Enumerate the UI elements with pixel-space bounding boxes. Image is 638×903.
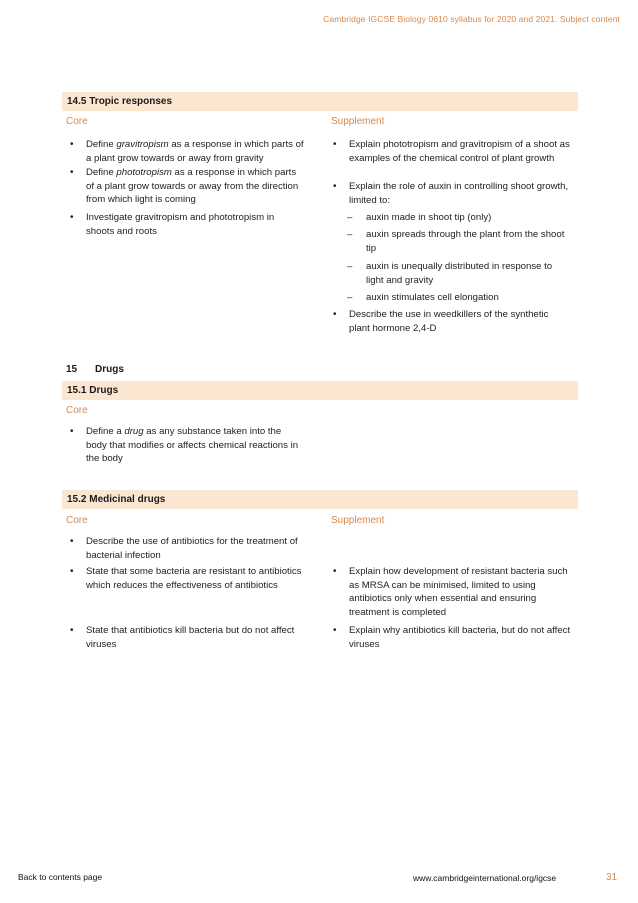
sub-list-item: – auxin spreads through the plant from the shoot tip	[347, 229, 565, 254]
list-item: • Define gravitropism as a response in which parts of a plant grow towards or away from gravity	[70, 139, 304, 164]
list-item: • State that some bacteria are resistant to antibiotics which reduces the effectiveness of antibiotics	[70, 566, 302, 591]
list-item: • Describe the use of antibiotics for the treatment of bacterial infection	[70, 536, 298, 561]
page-number: 31	[606, 872, 618, 883]
dash-icon: –	[347, 212, 353, 223]
list-item: • Explain how development of resistant bacteria such as MRSA can be minimised, limited to using antibiotics only when essential and ensuring treatment is completed	[333, 566, 568, 618]
list-item: • Define a drug as any substance taken into the body that modifies or affects chemical reactions in the body	[70, 426, 299, 464]
bullet-icon: •	[333, 625, 337, 636]
dash-icon: –	[347, 261, 353, 272]
list-item: • Investigate gravitropism and phototropism in shoots and roots	[70, 212, 275, 237]
section-14-5-heading: 14.5 Tropic responses	[62, 92, 578, 111]
core-label: Core	[66, 405, 88, 416]
bullet-icon: •	[333, 181, 337, 192]
list-item: • Define phototropism as a response in which parts of a plant grow towards or away from the direction from which light is coming	[70, 167, 299, 205]
bullet-icon: •	[333, 139, 337, 150]
list-item: • Describe the use in weedkillers of the synthetic plant hormone 2,4-D	[333, 309, 549, 334]
running-header: Cambridge IGCSE Biology 0610 syllabus for 2020 and 2021. Subject content	[323, 14, 620, 24]
sub-list-item: – auxin made in shoot tip (only)	[347, 212, 492, 223]
core-label: Core	[66, 515, 88, 526]
section-15-title: Drugs	[95, 364, 124, 375]
supplement-label: Supplement	[331, 515, 385, 526]
list-item: • Explain phototropism and gravitropism of a shoot as examples of the chemical control of plant growth	[333, 139, 570, 164]
list-item: • Explain the role of auxin in controlling shoot growth, limited to:	[333, 181, 569, 206]
supplement-label: Supplement	[331, 116, 385, 127]
bullet-icon: •	[70, 212, 74, 223]
dash-icon: –	[347, 229, 353, 240]
sub-list-item: – auxin is unequally distributed in response to light and gravity	[347, 261, 553, 286]
list-item: • Explain why antibiotics kill bacteria, but do not affect viruses	[333, 625, 571, 650]
section-15-number: 15	[66, 364, 78, 375]
bullet-icon: •	[333, 566, 337, 577]
website-link[interactable]: www.cambridgeinternational.org/igcse	[413, 873, 557, 883]
section-15-2-heading: 15.2 Medicinal drugs	[62, 490, 578, 509]
bullet-icon: •	[333, 309, 337, 320]
section-15-1-heading: 15.1 Drugs	[62, 381, 578, 400]
core-label: Core	[66, 116, 88, 127]
list-item: • State that antibiotics kill bacteria but do not affect viruses	[70, 625, 295, 650]
bullet-icon: •	[70, 139, 74, 150]
bullet-icon: •	[70, 625, 74, 636]
bullet-icon: •	[70, 426, 74, 437]
bullet-icon: •	[70, 167, 74, 178]
sub-list-item: – auxin stimulates cell elongation	[347, 292, 499, 303]
back-to-contents-link[interactable]: Back to contents page	[18, 872, 103, 882]
bullet-icon: •	[70, 566, 74, 577]
dash-icon: –	[347, 292, 353, 303]
bullet-icon: •	[70, 536, 74, 547]
